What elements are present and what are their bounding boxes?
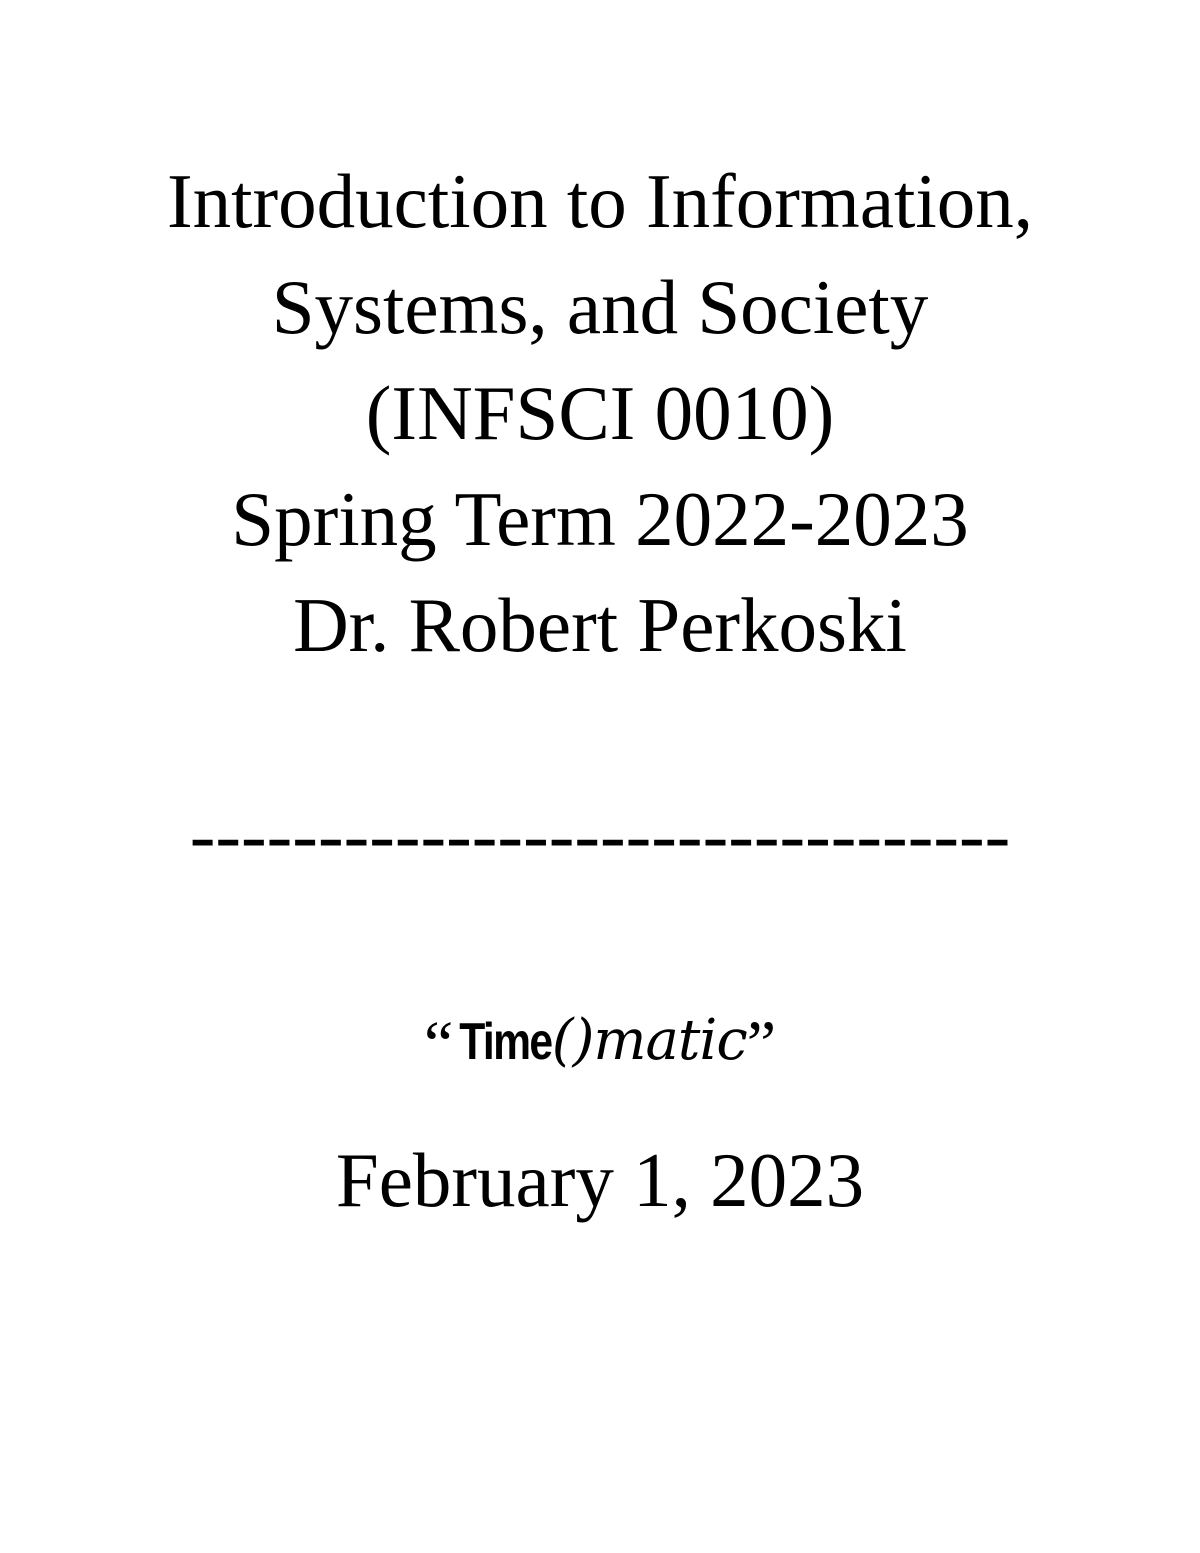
dashed-separator: -------------------------------- xyxy=(189,792,1011,878)
instructor-name: Dr. Robert Perkoski xyxy=(293,582,907,668)
term: Spring Term 2022-2023 xyxy=(231,476,969,562)
open-quote: “ xyxy=(424,1008,454,1081)
project-name-script-part: ()matic xyxy=(551,1008,747,1073)
document-date: February 1, 2023 xyxy=(335,1137,865,1223)
course-title-line-2: Systems, and Society xyxy=(271,264,929,350)
project-name-bold-part: Time xyxy=(459,1013,552,1071)
close-quote: ” xyxy=(746,1008,776,1081)
project-name xyxy=(0,996,1200,1100)
course-code: (INFSCI 0010) xyxy=(365,370,835,456)
title-block xyxy=(0,148,1200,678)
course-title-line-1: Introduction to Information, xyxy=(166,158,1034,244)
